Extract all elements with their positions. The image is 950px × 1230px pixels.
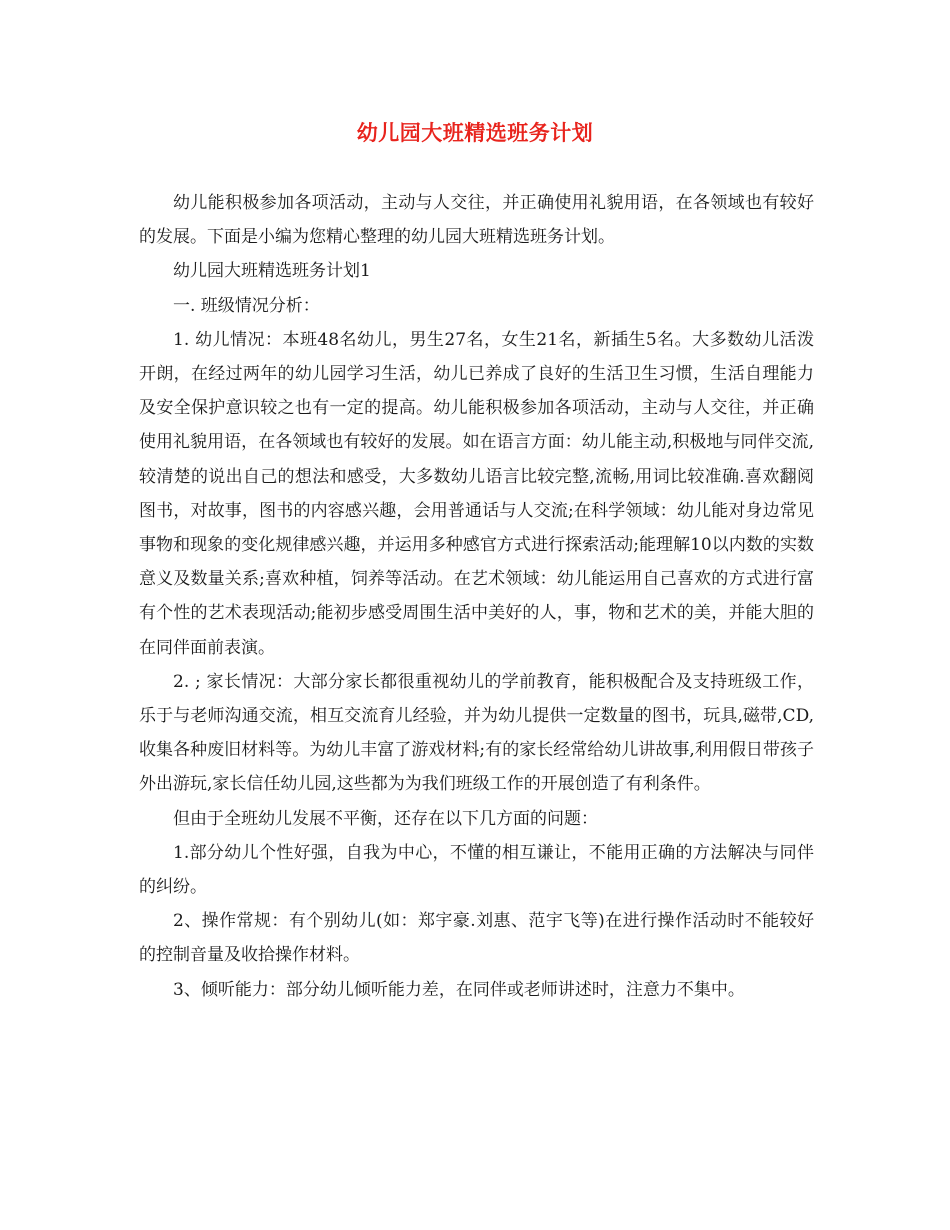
problem-item-3: 3、倾听能力：部分幼儿倾听能力差，在同伴或老师讲述时，注意力不集中。 — [173, 979, 745, 1000]
problem-item-2: 2、操作常规：有个别幼儿(如：郑宇豪.刘惠、范宇飞等)在进行操作活动时不能较好的控制音量及收拾操作材料。 — [139, 911, 814, 966]
plan-subtitle: 幼儿园大班精选班务计划1 — [173, 261, 371, 282]
problem-item-1: 1.部分幼儿个性好强，自我为中心，不懂的相互谦让，不能用正确的方法解决与同伴的纠纷。 — [139, 842, 814, 898]
document-body — [139, 186, 814, 1007]
paragraph-problems-intro: 但由于全班幼儿发展不平衡，还存在以下几方面的问题： — [173, 808, 598, 829]
paragraph-parents-situation: 2. ; 家长情况：大部分家长都很重视幼儿的学前教育，能积极配合及支持班级工作，乐于与老师沟通交流，相互交流育儿经验，并为幼儿提供一定数量的图书，玩具,磁带,CD,收集各种废旧材料等。为幼儿丰富了游戏材料;有的家长经常给幼儿讲故事,利用假日带孩子外出游玩,家长信任幼儿园,这些都为为我们班级工作的开展创造了有利条件。 — [139, 671, 814, 795]
section-heading-class-analysis: 一. 班级情况分析： — [173, 295, 320, 316]
intro-paragraph: 幼儿能积极参加各项活动，主动与人交往，并正确使用礼貌用语，在各领域也有较好的发展。下面是小编为您精心整理的幼儿园大班精选班务计划。 — [139, 193, 814, 248]
paragraph-children-situation: 1. 幼儿情况：本班48名幼儿，男生27名，女生21名，新插生5名。大多数幼儿活泼开朗，在经过两年的幼儿园学习生活，幼儿已养成了良好的生活卫生习惯，生活自理能力及安全保护意识较之也有一定的提高。幼儿能积极参加各项活动，主动与人交往，并正确使用礼貌用语，在各领域也有较好的发展。如在语言方面：幼儿能主动,积极地与同伴交流,较清楚的说出自己的想法和感受，大多数幼儿语言比较完整,流畅,用词比较准确.喜欢翻阅图书，对故事，图书的内容感兴趣，会用普通话与人交流;在科学领域：幼儿能对身边常见事物和现象的变化规律感兴趣，并运用多种感官方式进行探索活动;能理解10以内数的实数意义及数量关系;喜欢种植，饲养等活动。在艺术领域：幼儿能运用自己喜欢的方式进行富有个性的艺术表现活动;能初步感受周围生活中美好的人，事，物和艺术的美，并能大胆的在同伴面前表演。 — [139, 329, 814, 658]
document-title: 幼儿园大班精选班务计划 — [356, 120, 594, 145]
